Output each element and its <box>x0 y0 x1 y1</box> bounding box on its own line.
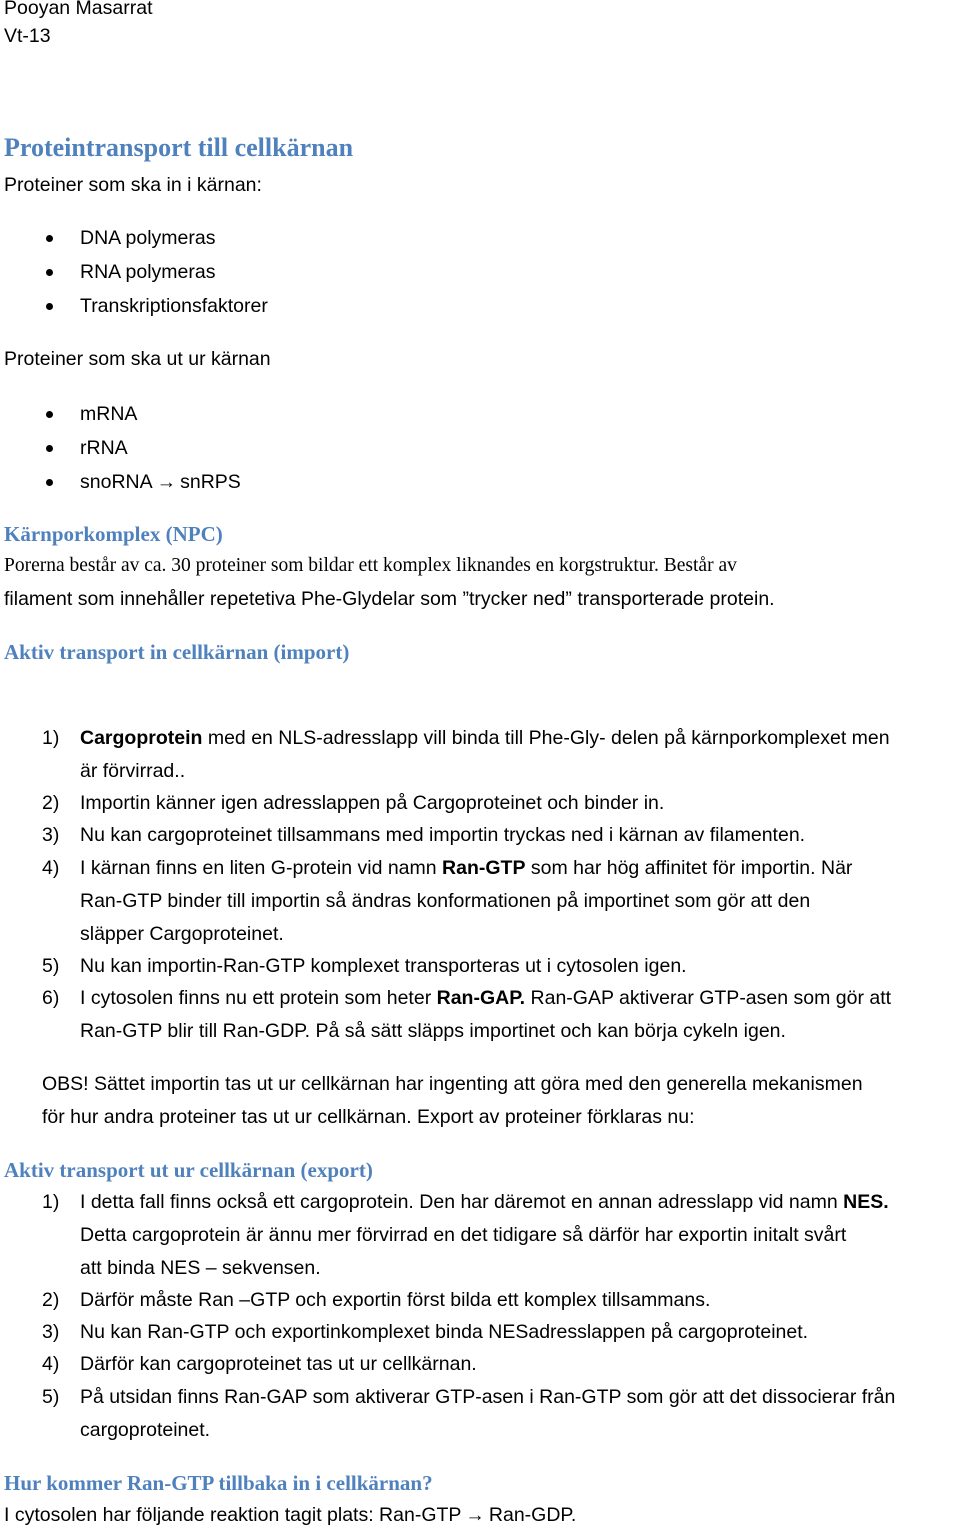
item-number: 2) <box>42 792 60 814</box>
list-item: mRNA <box>80 403 138 425</box>
list-item: RNA polymeras <box>80 261 216 283</box>
list-item-text: snRPS <box>180 471 241 493</box>
item-text: I cytosolen finns nu ett protein som heter <box>80 987 437 1009</box>
item-number: 4) <box>42 1353 60 1375</box>
obs-paragraph-line: OBS! Sättet importin tas ut ur cellkärnan har ingenting att göra med den generella mekanismen <box>42 1073 863 1095</box>
item-text: cargoproteinet. <box>80 1419 211 1441</box>
reaction-text: I cytosolen har följande reaktion tagit plats: Ran-GTP <box>4 1504 462 1526</box>
list-item: Transkriptionsfaktorer <box>80 295 268 317</box>
item-number: 3) <box>42 824 60 846</box>
item-text: Ran-GAP aktiverar GTP-asen som gör att <box>525 987 892 1009</box>
bullet-icon <box>46 303 53 310</box>
item-text: Nu kan importin-Ran-GTP komplexet transporteras ut i cytosolen igen. <box>80 955 687 977</box>
section-heading-return: Hur kommer Ran-GTP tillbaka in i cellkärnan? <box>4 1471 433 1495</box>
item-text: är förvirrad.. <box>80 760 186 782</box>
export-intro: Proteiner som ska ut ur kärnan <box>4 348 271 370</box>
reaction-text: Ran-GDP. <box>488 1504 577 1526</box>
list-item <box>80 727 890 750</box>
item-number: 4) <box>42 857 60 879</box>
item-text: Därför kan cargoproteinet tas ut ur cellkärnan. <box>80 1353 477 1375</box>
item-number: 1) <box>42 727 60 749</box>
arrow-right-icon: → <box>465 1504 485 1526</box>
page-title: Proteintransport till cellkärnan <box>4 133 354 162</box>
item-text: Detta cargoprotein är ännu mer förvirrad en det tidigare så därför har exportin initalt svårt <box>80 1224 847 1246</box>
list-item: rRNA <box>80 437 128 459</box>
term-bold: Ran-GTP <box>442 857 526 879</box>
list-item <box>80 857 852 880</box>
obs-paragraph-line: för hur andra proteiner tas ut ur cellkärnan. Export av proteiner förklaras nu: <box>42 1106 695 1128</box>
item-text: släpper Cargoproteinet. <box>80 923 284 945</box>
item-text: Importin känner igen adresslappen på Cargoproteinet och binder in. <box>80 792 665 814</box>
item-number: 3) <box>42 1321 60 1343</box>
list-item <box>80 987 891 1010</box>
bullet-icon <box>46 269 53 276</box>
list-item: DNA polymeras <box>80 227 216 249</box>
section-heading-import: Aktiv transport in cellkärnan (import) <box>4 640 350 664</box>
item-text: På utsidan finns Ran-GAP som aktiverar GTP-asen i Ran-GTP som gör att det dissocierar från <box>80 1386 896 1408</box>
item-text: Ran-GTP binder till importin så ändras konformationen på importinet som gör att den <box>80 890 811 912</box>
term-bold: Ran-GAP. <box>436 987 526 1009</box>
item-number: 5) <box>42 955 60 977</box>
bullet-icon <box>46 445 53 452</box>
item-number: 2) <box>42 1289 60 1311</box>
item-text: Därför måste Ran –GTP och exportin först bilda ett komplex tillsammans. <box>80 1289 711 1311</box>
term-label: Vt-13 <box>4 25 51 47</box>
bullet-icon <box>46 411 53 418</box>
term-bold: NES. <box>843 1191 889 1213</box>
arrow-right-icon: → <box>156 471 177 493</box>
item-text: I detta fall finns också ett cargoprotein. Den har däremot en annan adresslapp vid namn <box>80 1191 844 1213</box>
bullet-icon <box>46 235 53 242</box>
author-name: Pooyan Masarrat <box>4 0 153 19</box>
item-text: som har hög affinitet för importin. När <box>525 857 853 879</box>
item-text: Ran-GTP blir till Ran-GDP. På så sätt släpps importinet och kan börja cykeln igen. <box>80 1020 786 1042</box>
list-item <box>80 471 241 494</box>
reaction-line <box>4 1504 576 1527</box>
item-text: med en NLS-adresslapp vill binda till Phe-Gly- delen på kärnporkomplexet men <box>202 727 890 749</box>
list-item-text: snoRNA <box>80 471 153 493</box>
item-text: att binda NES – sekvensen. <box>80 1257 321 1279</box>
npc-paragraph-line: filament som innehåller repetetiva Phe-Glydelar som ”trycker ned” transporterade protein. <box>4 588 775 610</box>
item-text: Nu kan Ran-GTP och exportinkomplexet binda NESadresslappen på cargoproteinet. <box>80 1321 809 1343</box>
item-number: 6) <box>42 987 60 1009</box>
import-intro: Proteiner som ska in i kärnan: <box>4 174 262 196</box>
section-heading-export: Aktiv transport ut ur cellkärnan (export) <box>4 1158 373 1182</box>
npc-paragraph-line: Porerna består av ca. 30 proteiner som bildar ett komplex liknandes en korgstruktur. Består av <box>4 555 737 576</box>
item-text: I kärnan finns en liten G-protein vid namn <box>80 857 443 879</box>
bullet-icon <box>46 479 53 486</box>
item-number: 1) <box>42 1191 60 1213</box>
list-item <box>80 1191 889 1214</box>
section-heading-npc: Kärnporkomplex (NPC) <box>4 522 223 546</box>
item-number: 5) <box>42 1386 60 1408</box>
item-text: Nu kan cargoproteinet tillsammans med importin tryckas ned i kärnan av filamenten. <box>80 824 806 846</box>
term-bold: Cargoprotein <box>80 727 203 749</box>
